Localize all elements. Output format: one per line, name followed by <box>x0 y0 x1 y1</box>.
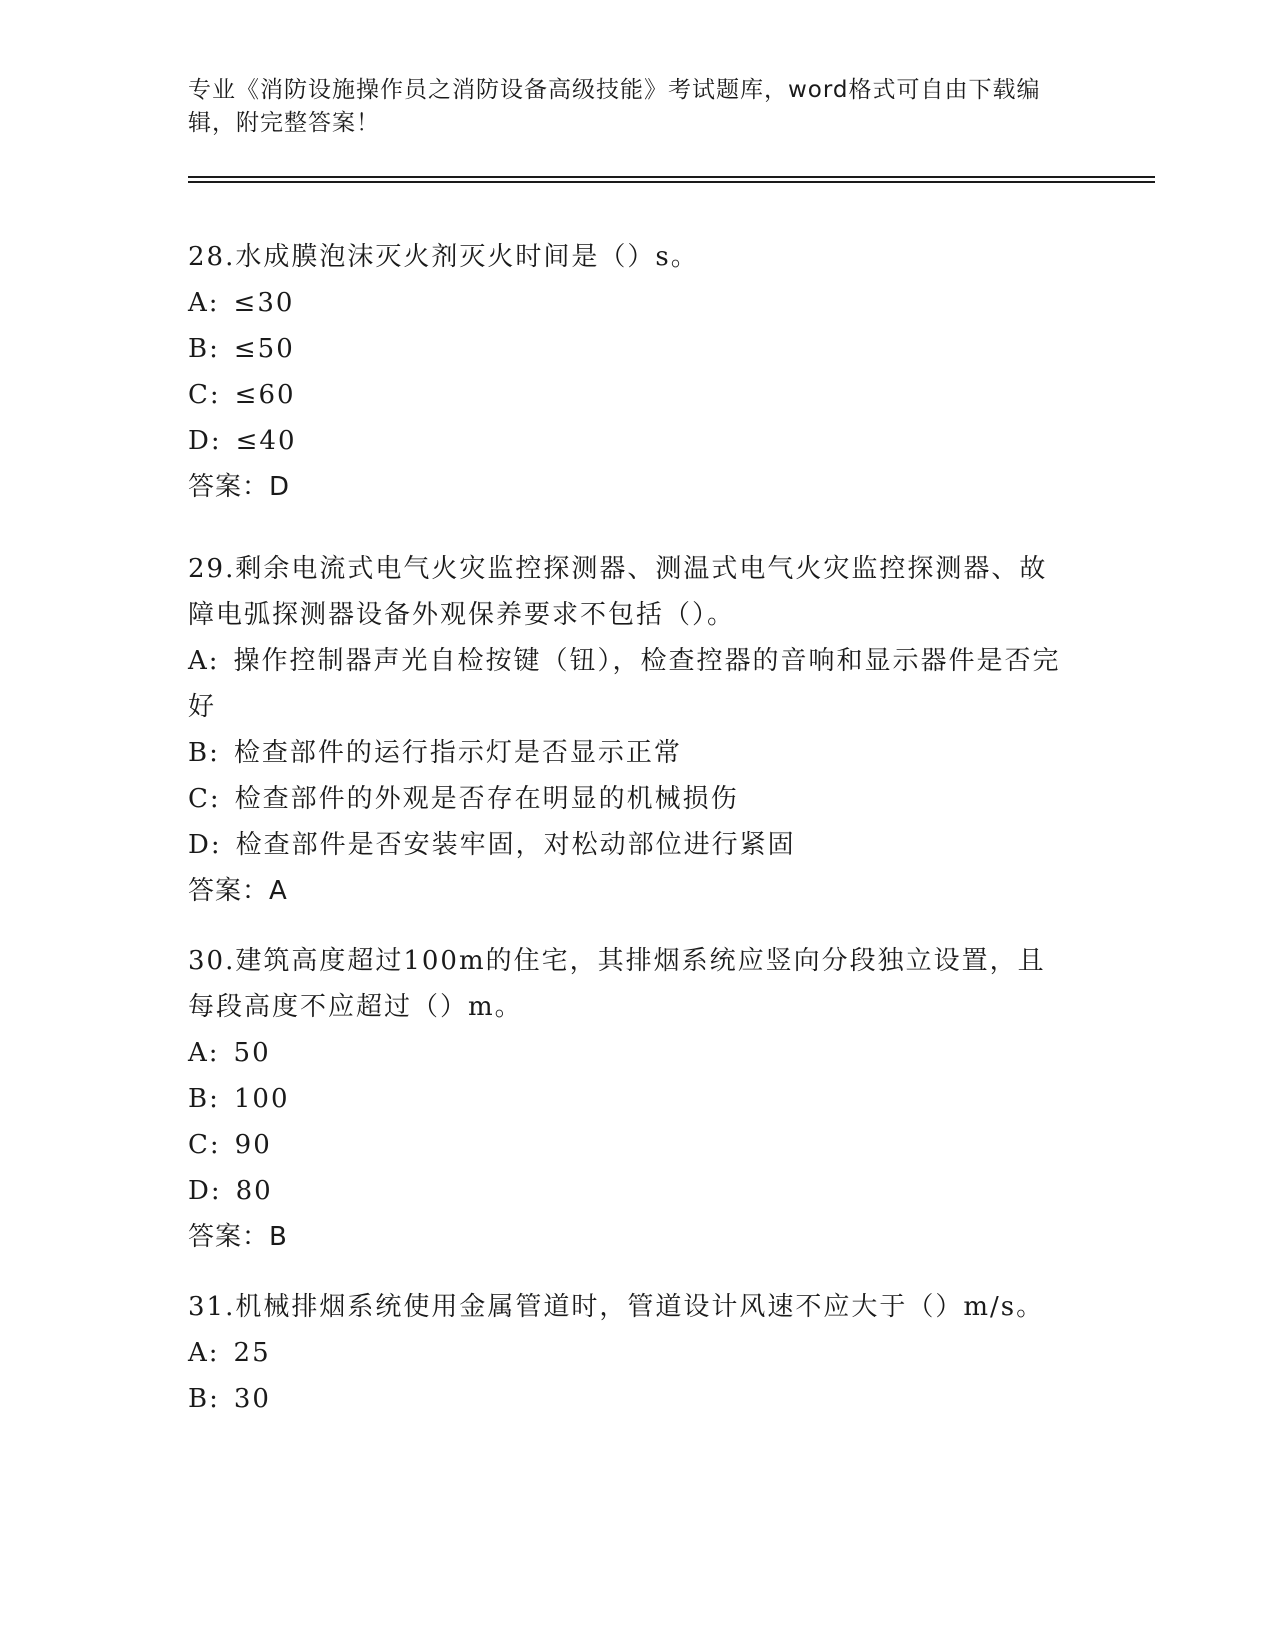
option-separator: : <box>210 830 222 860</box>
option-separator: : <box>208 288 220 318</box>
option-text: ≤60 <box>234 380 296 410</box>
option-letter: A <box>188 1038 209 1068</box>
option-separator: : <box>208 1338 220 1368</box>
option-text: 检查部件的运行指示灯是否显示正常 <box>233 738 682 768</box>
option-letter: A <box>188 1338 209 1368</box>
option-separator: : <box>209 334 220 364</box>
option-separator: : <box>210 1176 222 1206</box>
option-c <box>188 372 1088 418</box>
question-28 <box>188 234 1088 510</box>
option-text: 90 <box>234 1130 272 1160</box>
option-separator: : <box>209 738 220 768</box>
option-d <box>188 1168 1088 1214</box>
question-31 <box>188 1284 1088 1422</box>
option-text: 检查部件是否安装牢固，对松动部位进行紧固 <box>235 830 796 860</box>
option-text: 检查部件的外观是否存在明显的机械损伤 <box>234 784 739 814</box>
question-stem: 30.建筑高度超过100m的住宅，其排烟系统应竖向分段独立设置，且每段高度不应超过（）m。 <box>188 946 1046 1022</box>
option-separator: : <box>209 1084 220 1114</box>
option-letter: C <box>188 1130 210 1160</box>
option-letter: A <box>188 288 209 318</box>
answer-line: 答案：A <box>188 876 288 906</box>
option-d <box>188 822 1088 868</box>
option-separator: : <box>208 1038 220 1068</box>
option-c <box>188 1122 1088 1168</box>
option-letter: C <box>188 380 210 410</box>
option-b <box>188 1376 1088 1422</box>
option-c <box>188 776 1088 822</box>
question-stem: 28.水成膜泡沫灭火剂灭火时间是（）s。 <box>188 242 699 272</box>
question-stem: 31.机械排烟系统使用金属管道时，管道设计风速不应大于（）m/s。 <box>188 1292 1045 1322</box>
option-letter: B <box>188 334 210 364</box>
option-separator: : <box>208 646 220 676</box>
option-d <box>188 418 1088 464</box>
document-header: 专业《消防设施操作员之消防设备高级技能》考试题库，word格式可自由下载编辑，附完整答案！ <box>188 77 1041 136</box>
option-text: 30 <box>233 1384 271 1414</box>
option-a <box>188 638 1068 730</box>
option-b <box>188 326 1088 372</box>
question-30 <box>188 938 1088 1260</box>
option-separator: : <box>209 1130 221 1160</box>
question-stem: 29.剩余电流式电气火灾监控探测器、测温式电气火灾监控探测器、故障电弧探测器设备外观保养要求不包括（）。 <box>188 554 1048 630</box>
header-divider-bottom <box>188 181 1155 183</box>
question-29 <box>188 546 1088 914</box>
option-text: 50 <box>233 1038 271 1068</box>
option-text: ≤30 <box>233 288 295 318</box>
option-b <box>188 1076 1088 1122</box>
answer-line: 答案：B <box>188 1222 288 1252</box>
option-text: 操作控制器声光自检按键（钮），检查控器的音响和显示器件是否完好 <box>188 646 1061 722</box>
option-letter: D <box>188 1176 211 1206</box>
option-letter: D <box>188 830 211 860</box>
option-separator: : <box>209 1384 220 1414</box>
option-separator: : <box>210 426 222 456</box>
option-letter: C <box>188 784 210 814</box>
option-text: ≤40 <box>235 426 297 456</box>
option-letter: D <box>188 426 211 456</box>
option-letter: B <box>188 1084 210 1114</box>
option-a <box>188 1330 1088 1376</box>
option-a <box>188 280 1088 326</box>
header-divider-top <box>188 176 1155 178</box>
option-a <box>188 1030 1088 1076</box>
option-separator: : <box>209 380 221 410</box>
option-text: 25 <box>233 1338 271 1368</box>
option-letter: B <box>188 738 210 768</box>
option-text: ≤50 <box>233 334 295 364</box>
option-letter: B <box>188 1384 210 1414</box>
option-text: 100 <box>233 1084 290 1114</box>
option-b <box>188 730 1088 776</box>
option-letter: A <box>188 646 209 676</box>
option-text: 80 <box>235 1176 273 1206</box>
option-separator: : <box>209 784 221 814</box>
answer-line: 答案：D <box>188 472 291 502</box>
